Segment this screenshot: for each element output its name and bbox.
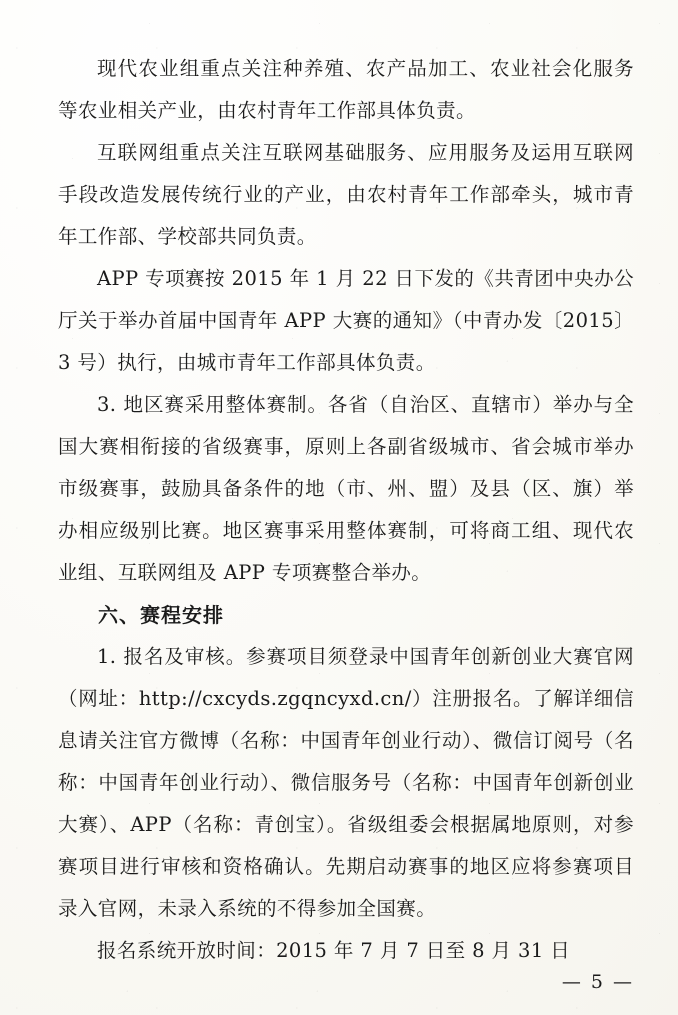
paragraph-app-special-competition: APP 专项赛按 2015 年 1 月 22 日下发的《共青团中央办公厅关于举办首届中国青年 APP 大赛的通知》（中青办发〔2015〕3 号）执行，由城市青年工作部具体负责。 <box>58 267 634 374</box>
paragraph-registration-and-review: 1. 报名及审核。参赛项目须登录中国青年创新创业大赛官网（网址：http://cxcyds.zgqncyxd.cn/）注册报名。了解详细信息请关注官方微博（名称：中国青年创业行动）、微信订阅号（名称：中国青年创业行动）、微信服务号（名称：中国青年创新创业大赛）、APP（名称：青创宝）。省级组委会根据属地原则，对参赛项目进行审核和资格确认。先期启动赛事的地区应将参赛项目录入官网，未录入系统的不得参加全国赛。 <box>58 645 634 920</box>
paragraph-modern-agriculture-group: 现代农业组重点关注种养殖、农产品加工、农业社会化服务等农业相关产业，由农村青年工作部具体负责。 <box>58 57 634 122</box>
section-heading-schedule: 六、赛程安排 <box>98 603 224 627</box>
page-number: — 5 — <box>561 971 634 993</box>
paragraph-internet-group: 互联网组重点关注互联网基础服务、应用服务及运用互联网手段改造发展传统行业的产业，由农村青年工作部牵头，城市青年工作部、学校部共同负责。 <box>58 141 634 248</box>
paragraph-registration-open-time: 报名系统开放时间：2015 年 7 月 7 日至 8 月 31 日 <box>97 939 571 962</box>
paragraph-regional-competition-system: 3. 地区赛采用整体赛制。各省（自治区、直辖市）举办与全国大赛相衔接的省级赛事，原则上各副省级城市、省会城市举办市级赛事，鼓励具备条件的地（市、州、盟）及县（区、旗）举办相应级别比赛。地区赛事采用整体赛制，可将商工组、现代农业组、互联网组及 APP 专项赛整合举办。 <box>58 393 634 584</box>
